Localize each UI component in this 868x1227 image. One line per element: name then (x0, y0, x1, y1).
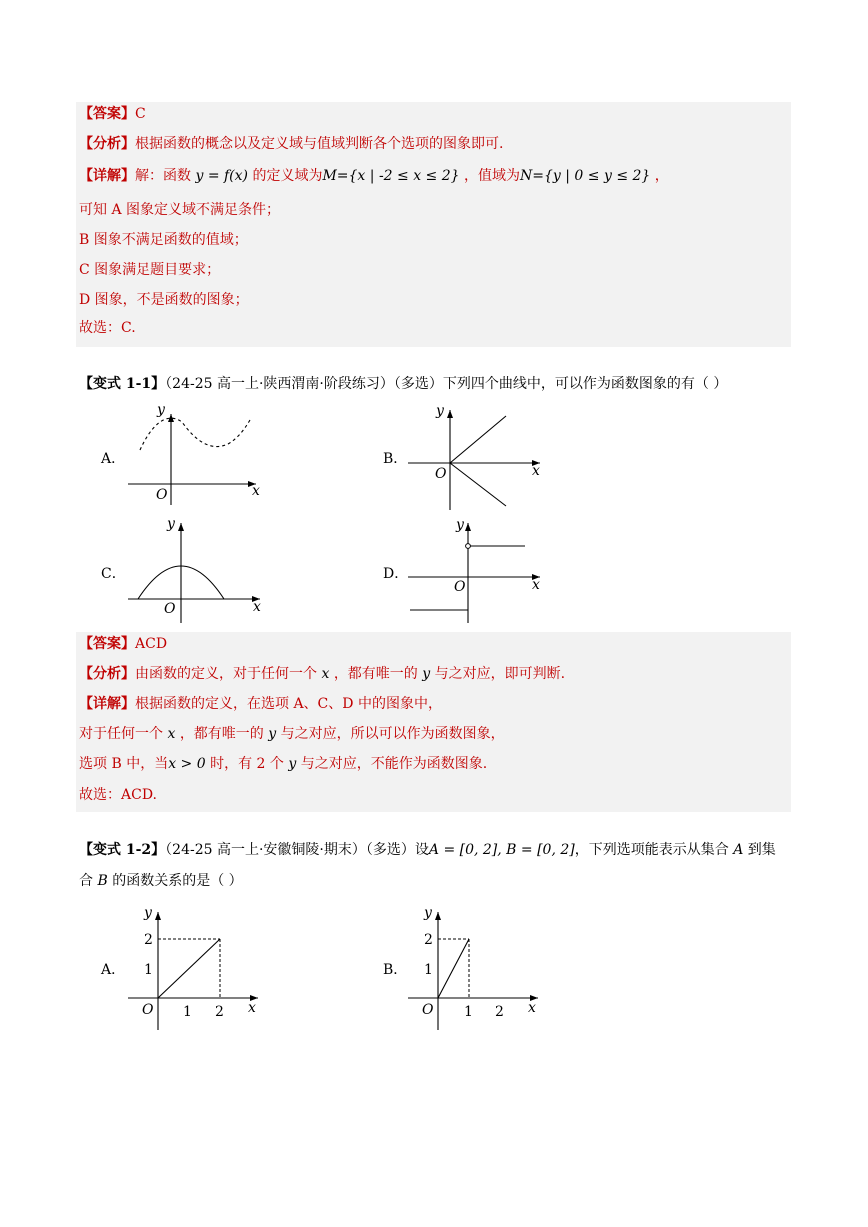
q3a-x-label: x (248, 1000, 256, 1016)
question-1-2-tag: 【变式 1-2】 (79, 842, 166, 858)
detail-line-2c (79, 754, 487, 774)
option-c-label: C． (101, 566, 126, 582)
graph-option-b (400, 400, 550, 510)
q3-option-b-label: B． (383, 962, 408, 978)
graph-a-x-label: x (252, 483, 260, 499)
graph-c-y-label: y (167, 516, 175, 532)
question-1-1-tag: 【变式 1-1】 (79, 376, 166, 392)
question-1-2-sets: A = [0, 2], B = [0, 2] (428, 842, 575, 858)
question-1-2-text-5: 的函数关系的是（ ） (112, 873, 243, 889)
answer-tag: 【答案】 (79, 106, 135, 122)
graph-b-x-label: x (532, 463, 540, 479)
q3a-tick-x1: 1 (183, 1004, 192, 1020)
q3-option-a-label: A． (101, 962, 126, 978)
graph-a-y-label: y (157, 402, 165, 418)
graph-option-d (400, 515, 550, 625)
graph-b-origin: O (435, 466, 447, 482)
question-1-2-text-1: （24-25 高一上·安徽铜陵·期末）（多选）设 (165, 842, 429, 858)
q3b-tick-x2: 2 (495, 1004, 504, 1020)
detail-line-2d: 故选：ACD. (79, 787, 157, 803)
detail-line (79, 166, 669, 186)
question-1-2-stem (79, 840, 776, 860)
detail-2c-var-y: y (288, 756, 297, 772)
analysis-text: 根据函数的概念以及定义域与值域判断各个选项的图象即可. (135, 136, 504, 152)
q3b-x-label: x (528, 1000, 536, 1016)
answer-box-2 (76, 632, 791, 812)
q3a-origin: O (142, 1002, 154, 1018)
graph-c-x-label: x (253, 599, 261, 615)
detail-text-2: 的定义域为 (252, 168, 323, 184)
detail-text-1: 解：函数 (135, 168, 191, 184)
question-1-2-stem-line2 (79, 871, 243, 891)
q3b-y-label: y (424, 905, 432, 921)
graph-b-y-label: y (436, 403, 444, 419)
detail-line-a: 可知 A 图象定义域不满足条件； (79, 202, 281, 218)
answer-value: C (135, 106, 146, 122)
analysis-var-y: y (422, 666, 431, 682)
analysis-text-2a: 由函数的定义，对于任何一个 (135, 666, 317, 682)
q3b-tick-y1: 1 (424, 962, 433, 978)
detail-text-2a: 根据函数的定义，在选项 A、C、D 中的图象中， (135, 696, 442, 712)
analysis-line (79, 134, 503, 154)
q3a-y-label: y (144, 905, 152, 921)
answer-line-2 (79, 634, 167, 654)
q3a-tick-y2: 2 (144, 932, 153, 948)
graph-d-y-label: y (456, 517, 464, 533)
detail-2b-text-1: 对于任何一个 (79, 726, 163, 742)
detail-tag-2: 【详解】 (79, 696, 135, 712)
graph-d-x-label: x (532, 577, 540, 593)
analysis-tag-2: 【分析】 (79, 666, 135, 682)
detail-2c-text-3: 与之对应，不能作为函数图象. (300, 756, 488, 772)
detail-range: N={y | 0 ≤ y ≤ 2} (520, 168, 651, 184)
analysis-text-2b: ，都有唯一的 (333, 666, 418, 682)
q3b-origin: O (422, 1002, 434, 1018)
analysis-line-2 (79, 664, 565, 684)
detail-2c-text-1: 选项 B 中，当 (79, 756, 169, 772)
question-1-2-set-b: B (97, 873, 108, 889)
detail-function: y = f(x) (195, 168, 248, 184)
answer-tag-2: 【答案】 (79, 636, 135, 652)
detail-line-2 (79, 694, 442, 714)
option-d-label: D． (383, 566, 409, 582)
question-1-2-text-3: 到集 (747, 842, 776, 858)
option-b-label: B． (383, 451, 408, 467)
q3b-tick-y2: 2 (424, 932, 433, 948)
analysis-tag: 【分析】 (79, 136, 135, 152)
detail-2c-text-2: 时，有 2 个 (210, 756, 284, 772)
detail-line-final: 故选：C. (79, 320, 136, 336)
q3-graph-option-b (400, 900, 550, 1035)
answer-line (79, 104, 146, 124)
detail-2b-text-2: ，都有唯一的 (179, 726, 264, 742)
graph-option-c (120, 515, 270, 625)
question-1-1-stem (79, 374, 727, 394)
q3a-tick-x2: 2 (215, 1004, 224, 1020)
detail-2c-condition: x > 0 (168, 756, 206, 772)
q3b-tick-x1: 1 (464, 1004, 473, 1020)
question-1-2-set-a: A (733, 842, 744, 858)
graph-c-origin: O (164, 601, 176, 617)
question-1-2-text-2: ，下列选项能表示从集合 (574, 842, 729, 858)
detail-text-4: ， (654, 168, 669, 184)
detail-line-d: D 图象，不是函数的图象； (79, 292, 249, 308)
detail-line-2b (79, 724, 505, 744)
detail-tag: 【详解】 (79, 168, 135, 184)
analysis-var-x: x (321, 666, 330, 682)
detail-text-3: ，值域为 (464, 168, 521, 184)
question-1-1-text: （24-25 高一上·陕西渭南·阶段练习）（多选）下列四个曲线中，可以作为函数图象的有（ ） (165, 376, 728, 392)
detail-2b-var-x: x (167, 726, 176, 742)
q3-graph-option-a (120, 900, 270, 1035)
graph-option-a (120, 400, 270, 510)
detail-2b-text-3: 与之对应，所以可以作为函数图象， (280, 726, 505, 742)
q3a-tick-y1: 1 (144, 962, 153, 978)
detail-line-c: C 图象满足题目要求； (79, 262, 221, 278)
graph-a-origin: O (156, 487, 168, 503)
graph-d-origin: O (454, 579, 466, 595)
analysis-text-2c: 与之对应，即可判断. (434, 666, 566, 682)
answer-value-2: ACD (135, 636, 168, 652)
detail-domain: M={x | -2 ≤ x ≤ 2} (322, 168, 460, 184)
detail-2b-var-y: y (268, 726, 277, 742)
detail-line-b: B 图象不满足函数的值域； (79, 232, 248, 248)
option-a-label: A． (101, 451, 126, 467)
question-1-2-text-4: 合 (79, 873, 93, 889)
